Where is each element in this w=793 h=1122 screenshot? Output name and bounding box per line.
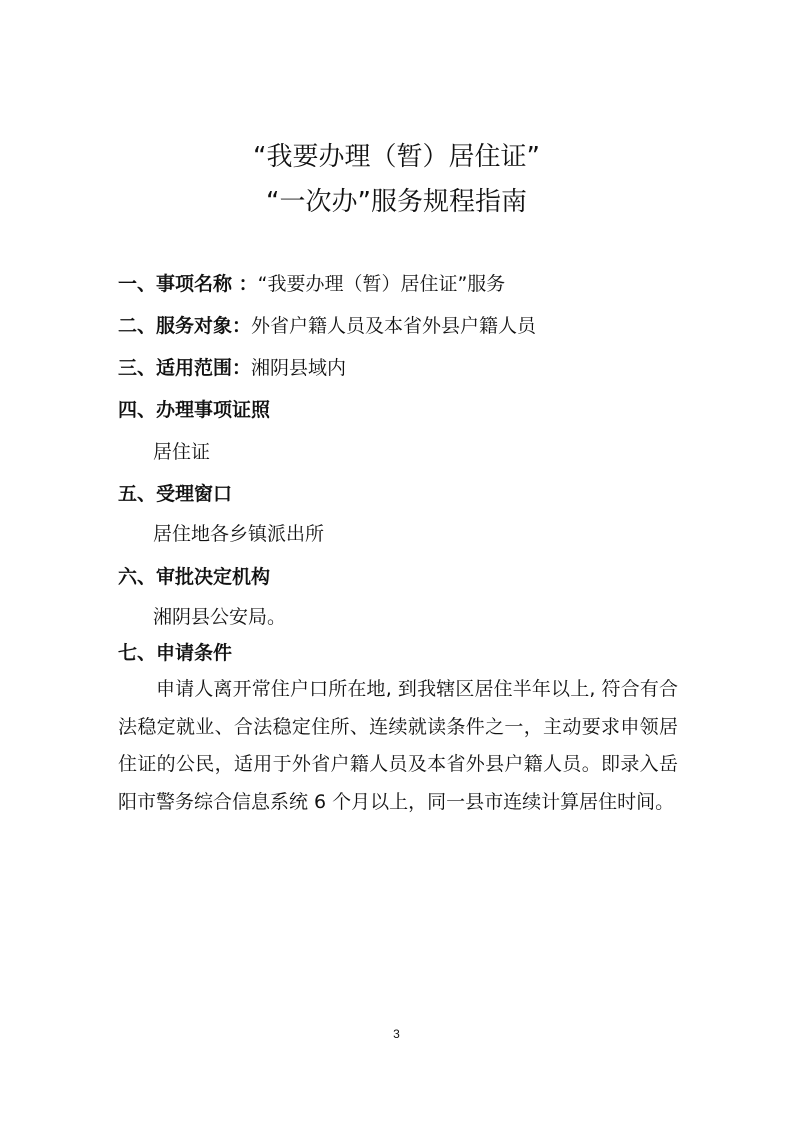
- section-conditions-paragraph: 申请人离开常住户口所在地, 到我辖区居住半年以上, 符合有合法稳定就业、合法稳定住所、连续就读条件之一，主动要求申领居住证的公民，适用于外省户籍人员及本省外县户籍人员。即录入岳阳市警务综合信息系统 6 个月以上，同一县市连续计算居住时间。: [118, 678, 678, 813]
- document-title-line-1: “我要办理（暂）居住证”: [253, 142, 540, 172]
- section-authority-content: 湘阴县公安局。: [153, 606, 287, 628]
- section-scope-label: 三、适用范围：: [118, 357, 252, 379]
- section-item-name-label: 一、事项名称 ：: [118, 273, 258, 295]
- page-number: 3: [393, 1027, 400, 1041]
- section-window-content: 居住地各乡镇派出所: [153, 523, 325, 545]
- section-service-target-label: 二、服务对象：: [118, 315, 252, 337]
- section-certificate-content: 居住证: [153, 441, 211, 463]
- section-scope-value: 湘阴县域内: [251, 357, 347, 379]
- section-window-heading: 五、受理窗口: [118, 483, 233, 505]
- section-service-target-value: 外省户籍人员及本省外县户籍人员: [251, 315, 537, 337]
- section-scope: [118, 355, 346, 381]
- section-certificate-heading: 四、办理事项证照: [118, 399, 271, 421]
- section-item-name-value: “我要办理（暂）居住证”服务: [257, 273, 506, 295]
- section-authority-heading: 六、审批决定机构: [118, 566, 271, 588]
- section-conditions-heading: 七、申请条件: [118, 642, 233, 664]
- section-service-target: [118, 313, 536, 339]
- document-title-line-2: “一次办”服务规程指南: [266, 187, 527, 217]
- section-item-name: [118, 271, 505, 297]
